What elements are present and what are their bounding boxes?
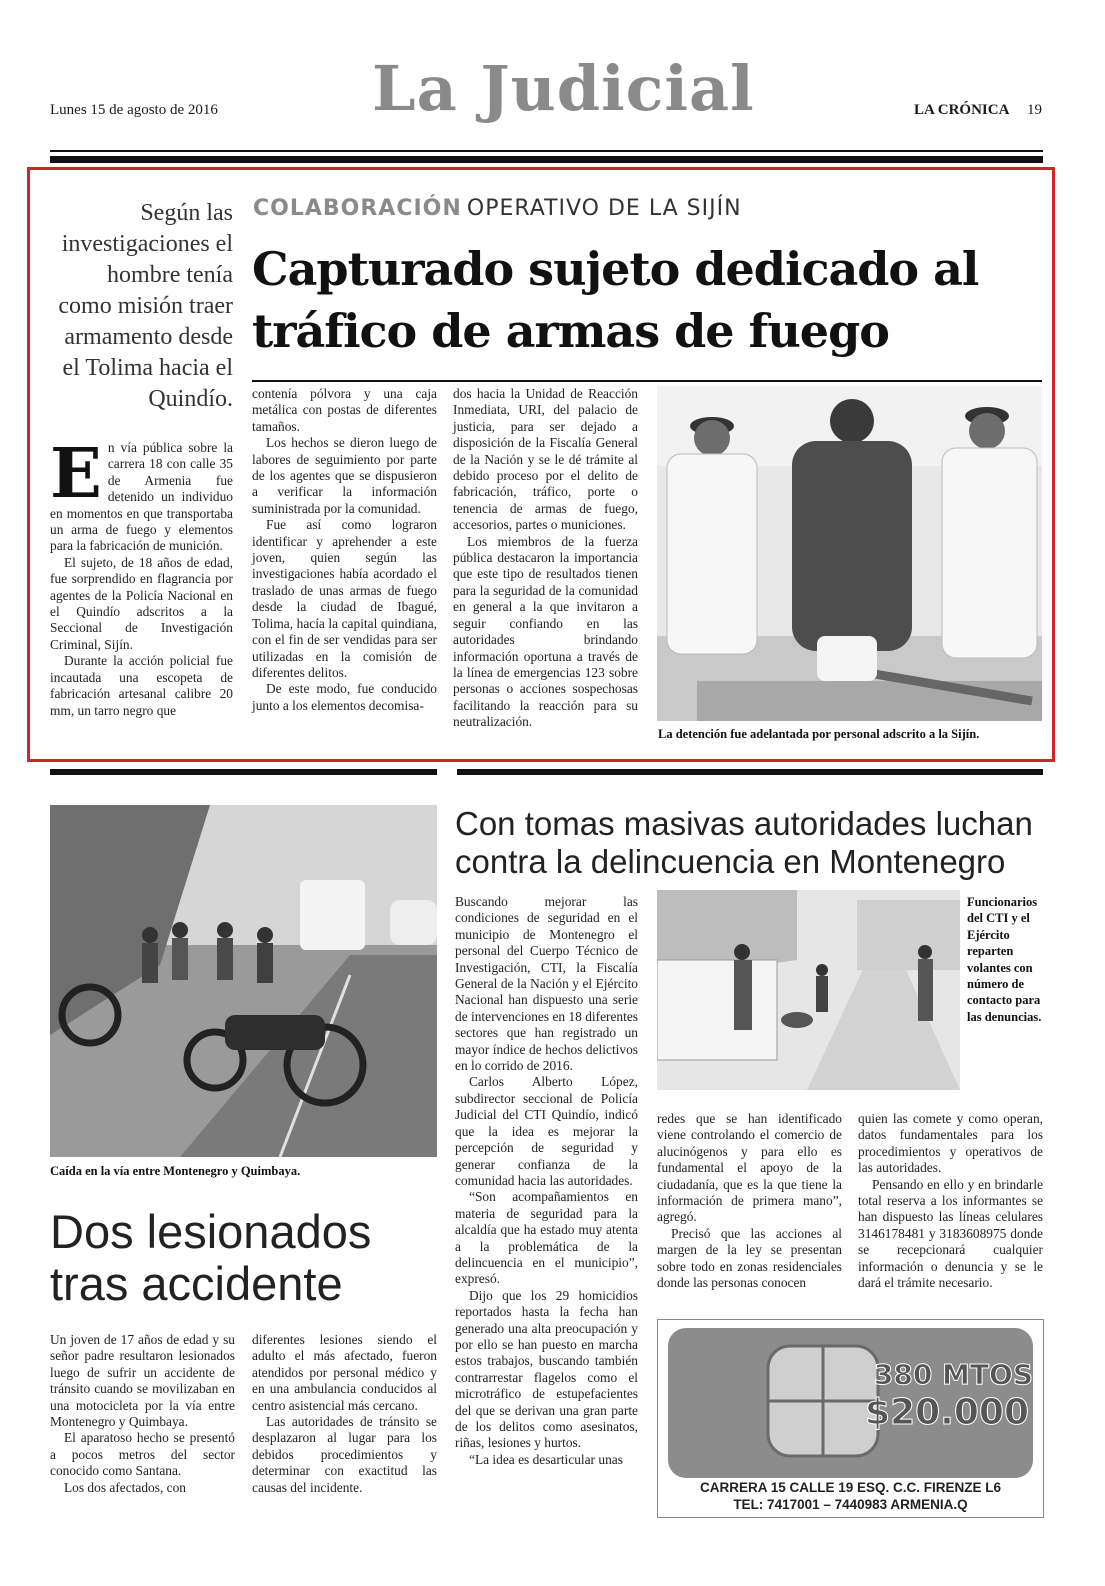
paragraph: El aparatoso hecho se presentó a pocos metros del sector conocido como Santana.: [50, 1430, 235, 1479]
paragraph: contenía pólvora y una caja metálica con postas de diferentes tamaños.: [252, 386, 437, 434]
paragraph: “La idea es desarticular unas: [469, 1451, 623, 1467]
paragraph: Carlos Alberto López, subdirector seccional de Policía Judicial del CTI Quindío, indicó que la idea es mejorar la percepción de seguridad y generar confianza de la comunidad hacia las autoridades.: [455, 1074, 638, 1188]
main-headline: Capturado sujeto dedicado al tráfico de armas de fuego: [252, 242, 979, 358]
section-divider-left: [50, 769, 437, 775]
section-title: La Judicial: [372, 52, 755, 125]
paragraph: El sujeto, de 18 años de edad, fue sorprendido en flagrancia por agentes de la Policía Nacional en el Quindío adscritos a la Seccional de Investigación Criminal, Sijín.: [50, 554, 233, 652]
story2-col1: [50, 1332, 235, 1496]
header-rule-thick: [50, 156, 1043, 163]
page-number: 19: [1027, 102, 1042, 118]
paragraph: redes que se han identificado viene controlando el comercio de alucinógenos y para ello es fundamental el apoyo de la ciudadanía, que es la que tiene la información de primera mano”, agregó.: [657, 1111, 842, 1225]
kicker-rest: OPERATIVO DE LA SIJÍN: [466, 196, 742, 221]
story1-col1: [50, 434, 233, 719]
paragraph: Los hechos se dieron luego de labores de seguimiento por parte de los agentes que se dispusieron a verificar la información suministrada por la comunidad.: [252, 435, 437, 516]
paragraph: Durante la acción policial fue incautada una escopeta de fabricación artesanal calibre 20 mm, un tarro negro que: [50, 653, 233, 718]
newspaper-name: LA CRÓNICA: [914, 102, 1010, 118]
paragraph: Un joven de 17 años de edad y su señor padre resultaron lesionados luego de sufrir un accidente de tránsito cuando se movilizaban en una motocicleta por la vía entre Montenegro y Quimbaya.: [50, 1332, 235, 1430]
ad-price: $20.000: [865, 1392, 1029, 1433]
paragraph: Pensando en ello y en brindarle total reserva a los informantes se han dispuesto las líneas celulares 3146178481 y 3183608975 donde se recepcionará cualquier información o denuncia y se le dará el trámite necesario.: [858, 1176, 1043, 1291]
arrest-photo: [657, 386, 1042, 721]
photo-caption: La detención fue adelantada por personal adscrito a la Sijín.: [658, 727, 980, 741]
section-divider-right: [457, 769, 1043, 775]
paragraph: Buscando mejorar las condiciones de seguridad en el municipio de Montenegro el personal del Cuerpo Técnico de Investigación, CTI, la Fiscalía General de la Nación y el Ejército Nacional han dispuesto una serie de intervenciones en 18 diferentes sectores que han registrado un mayor índice de hechos delictivos en lo corrido de 2016.: [455, 894, 638, 1074]
advertisement: [657, 1319, 1044, 1518]
kicker: [253, 196, 742, 221]
accident-photo: [50, 805, 437, 1157]
photo-caption: Funcionarios del CTI y el Ejército reparten volantes con número de contacto para las denuncias.: [967, 895, 1042, 1024]
paragraph: Precisó que las acciones al margen de la ley se presentan sobre todo en zonas residenciales donde las personas conocen: [657, 1225, 842, 1291]
story3-col2: [657, 1111, 842, 1291]
kicker-bold: COLABORACIÓN: [253, 196, 462, 221]
paragraph: Las autoridades de tránsito se desplazaron al lugar para los debidos procedimientos y determinar con exactitud las causas del incidente.: [252, 1414, 437, 1495]
arrest-photo-illustration: [657, 386, 1042, 721]
story3-col1: [455, 894, 638, 1468]
story1-col2: [252, 386, 437, 714]
photo-caption: Caída en la vía entre Montenegro y Quimbaya.: [50, 1164, 301, 1178]
story1-col3: [453, 386, 638, 731]
header-rule-thin: [50, 150, 1043, 152]
story2-headline: Dos lesionados tras accidente: [50, 1205, 372, 1310]
ad-address: CARRERA 15 CALLE 19 ESQ. C.C. FIRENZE L6: [699, 1480, 1002, 1495]
ad-phones: TEL: 7417001 – 7440983 ARMENIA.Q: [733, 1497, 968, 1512]
story-rule: [252, 380, 1042, 382]
paragraph: Dijo que los 29 homicidios reportados hasta la fecha han generado una alta preocupación y por ello se han puesto en marcha estos trabajos, buscando también contrarrestar flagelos como el microtráfico de estupefacientes del que se derivan una gran parte de los delitos como asesinatos, riñas, lesiones y hurtos.: [455, 1287, 638, 1451]
story3-col3: [858, 1111, 1043, 1291]
paragraph: Los dos afectados, con: [64, 1479, 186, 1495]
dropcap: E: [50, 434, 102, 514]
paragraph: dos hacia la Unidad de Reacción Inmediata, URI, del palacio de justicia, para ser dejado a disposición de la Fiscalía General de la Nación y se le dé trámite al debido proceso por el delito de fabricación, tráfico, porte o tenencia de armas de fuego, accesorios, partes o municiones.: [453, 386, 638, 533]
story3-headline: Con tomas masivas autoridades luchan contra la delincuencia en Montenegro: [455, 805, 1033, 880]
paragraph: quien las comete y como operan, datos fundamentales para los procedimientos y operativos de las autoridades.: [858, 1111, 1043, 1176]
paragraph: Los miembros de la fuerza pública destacaron la importancia que este tipo de resultados tienen para la seguridad de la comunidad en general a la que invitaron a seguir confiando en las autoridades brindando información oportuna a través de la línea de emergencias 123 sobre personas o acciones sospechosas facilitando la reacción para su neutralización.: [453, 533, 638, 730]
paragraph: “Son acompañamientos en materia de seguridad para la alcaldía que ha estado muy atenta a la problemática de la delincuencia en el municipio”, expresó.: [455, 1189, 638, 1287]
montenegro-photo-illustration: [657, 890, 960, 1090]
accident-photo-illustration: [50, 805, 437, 1157]
paragraph: diferentes lesiones siendo el adulto el más afectado, fueron atendidos por personal médico y en una ambulancia conducidos al centro asistencial más cercano.: [252, 1332, 437, 1413]
issue-date: Lunes 15 de agosto de 2016: [50, 102, 218, 118]
paragraph: De este modo, fue conducido junto a los elementos decomisa-: [252, 681, 437, 713]
sidebar-quote: Según las investigaciones el hombre tenía como misión traer armamento desde el Tolima hacia el Quindío.: [58, 200, 233, 412]
story2-col2: [252, 1332, 437, 1496]
ad-size: 380 MTOS: [873, 1358, 1033, 1391]
paragraph: n vía pública sobre la carrera 18 con calle 35 de Armenia fue detenido un individuo en momentos en que transportaba un arma de fuego y elementos para la fabricación de munición.: [50, 440, 233, 554]
montenegro-photo: [657, 890, 960, 1090]
paragraph: Fue así como lograron identificar y aprehender a este joven, quien según las investigaciones había acordado el traslado de unas armas de fuego desde la ciudad de Ibagué, Tolima, hacía la capital quindiana, con el fin de ser vendidas para ser utilizadas en la comisión de diferentes delitos.: [252, 517, 437, 680]
